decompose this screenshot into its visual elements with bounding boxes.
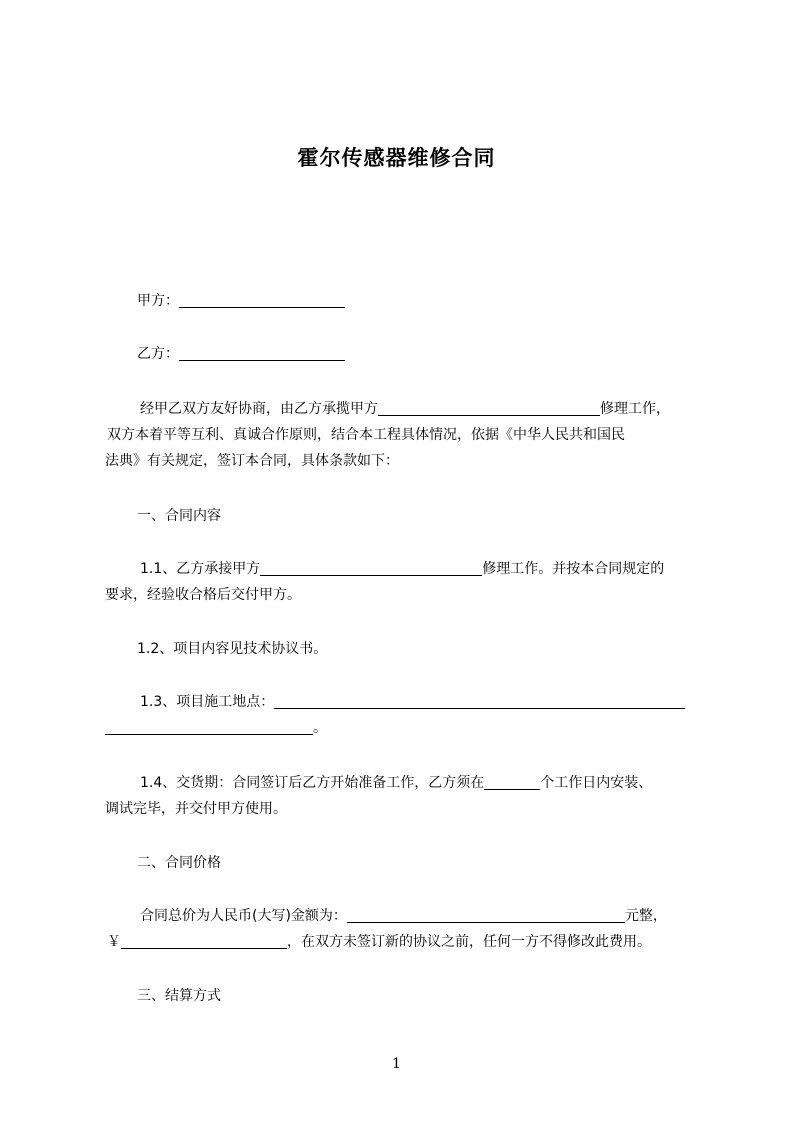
clause-1-4-text-b: 个工作日内安装、 xyxy=(540,775,653,791)
clause-1-1-text-a: 1.1、乙方承接甲方 xyxy=(140,561,261,577)
price-text-a: 合同总价为人民币(大写)金额为： xyxy=(140,908,347,924)
intro-text-1a: 经甲乙双方友好协商，由乙方承揽甲方 xyxy=(140,401,378,417)
clause-1-2: 1.2、项目内容见技术协议书。 xyxy=(137,641,328,657)
party-b-line xyxy=(137,345,345,363)
clause-1-4-text-a: 1.4、交货期：合同签订后乙方开始准备工作，乙方须在 xyxy=(140,775,485,791)
party-b-label: 乙方： xyxy=(137,346,179,362)
price-words-blank[interactable] xyxy=(347,908,625,923)
site-blank-2[interactable] xyxy=(105,720,313,735)
party-a-label: 甲方： xyxy=(137,293,179,309)
clause-1-3-text-a: 1.3、项目施工地点： xyxy=(140,694,275,710)
clause-1-4-line-2: 调试完毕，并交付甲方使用。 xyxy=(105,801,287,817)
intro-line-3: 法典》有关规定，签订本合同，具体条款如下： xyxy=(105,453,399,469)
clause-1-3-line-1 xyxy=(140,693,685,711)
party-b-blank[interactable] xyxy=(179,346,345,361)
page-number: 1 xyxy=(392,1056,401,1072)
party-a-blank[interactable] xyxy=(179,293,345,308)
intro-line-2: 双方本着平等互利、真诚合作原则，结合本工程具体情况，依据《中华人民共和国民 xyxy=(107,427,625,443)
price-line-1 xyxy=(140,907,667,925)
clause-1-3-line-2 xyxy=(105,719,327,737)
clause-1-1-text-b: 修理工作。并按本合同规定的 xyxy=(482,561,665,577)
clause-1-1-line-1 xyxy=(140,560,664,578)
yuan-sign: ￥ xyxy=(107,934,121,950)
section-1-heading: 一、合同内容 xyxy=(137,508,221,524)
clause-1-1-blank[interactable] xyxy=(260,561,482,576)
section-3-heading: 三、结算方式 xyxy=(137,988,221,1004)
price-line-2 xyxy=(107,933,651,951)
price-text-d: ，在双方未签订新的协议之前，任何一方不得修改此费用。 xyxy=(287,934,651,950)
clause-1-4-line-1 xyxy=(140,774,652,792)
price-text-b: 元整， xyxy=(624,908,667,924)
price-number-blank[interactable] xyxy=(121,934,287,949)
clause-1-3-text-b: 。 xyxy=(313,720,327,736)
site-blank-1[interactable] xyxy=(274,694,685,709)
clause-1-1-line-2: 要求，经验收合格后交付甲方。 xyxy=(105,587,301,603)
party-a-line xyxy=(137,292,345,310)
section-2-heading: 二、合同价格 xyxy=(137,855,221,871)
repair-item-blank[interactable] xyxy=(378,401,600,416)
intro-line-1 xyxy=(140,400,670,418)
document-title: 霍尔传感器维修合同 xyxy=(297,146,496,170)
workdays-blank[interactable] xyxy=(484,775,540,790)
intro-text-1b: 修理工作， xyxy=(600,401,670,417)
